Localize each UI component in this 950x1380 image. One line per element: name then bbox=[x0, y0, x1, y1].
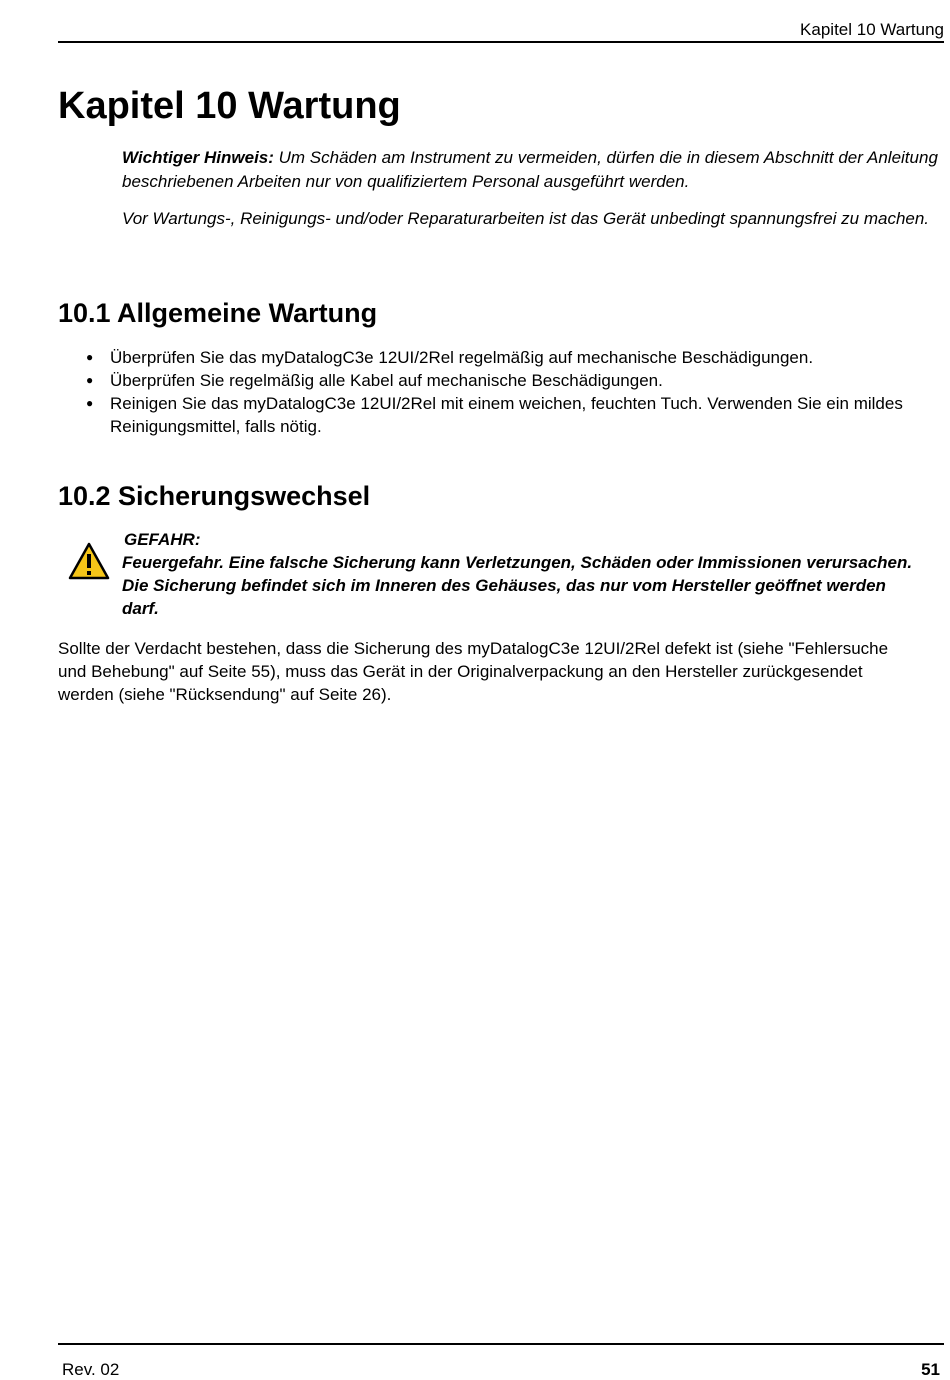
list-item-text: Überprüfen Sie das myDatalogC3e 12UI/2Rel regelmäßig auf mechanische Beschädigungen. bbox=[110, 348, 814, 367]
notice-label: Wichtiger Hinweis: bbox=[122, 148, 274, 167]
list-item bbox=[80, 369, 930, 392]
list-item-text: Überprüfen Sie regelmäßig alle Kabel auf mechanische Beschädigungen. bbox=[110, 371, 663, 390]
bullet-icon: ● bbox=[86, 373, 94, 387]
footer-revision: Rev. 02 bbox=[62, 1360, 120, 1379]
section-heading-fuse-replacement: 10.2 Sicherungswechsel bbox=[58, 481, 371, 511]
warning-triangle-icon bbox=[68, 542, 110, 580]
list-item bbox=[80, 346, 930, 369]
bullet-icon: ● bbox=[86, 396, 94, 410]
notice-paragraph bbox=[122, 146, 942, 194]
danger-notice bbox=[122, 528, 922, 620]
bullet-icon: ● bbox=[86, 350, 94, 364]
fuse-paragraph: Sollte der Verdacht bestehen, dass die Sicherung des myDatalogC3e 12UI/2Rel defekt ist (siehe "Fehlersuche und Behebung" auf Seite 55), muss das Gerät in der Originalverpackung an den Hersteller zurückgesendet werden (siehe "Rücksendung" auf Seite 26). bbox=[58, 639, 889, 704]
page-number: 51 bbox=[921, 1360, 940, 1379]
chapter-title: Kapitel 10 Wartung bbox=[58, 85, 401, 127]
notice-second-paragraph: Vor Wartungs-, Reinigungs- und/oder Reparaturarbeiten ist das Gerät unbedingt spannungsfrei zu machen. bbox=[122, 209, 930, 228]
maintenance-list bbox=[80, 346, 930, 438]
header-rule bbox=[58, 41, 944, 43]
notice-text: Um Schäden am Instrument zu vermeiden, dürfen die in diesem Abschnitt der Anleitung beschriebenen Arbeiten nur von qualifiziertem Personal ausgeführt werden. bbox=[122, 148, 938, 191]
list-item bbox=[80, 392, 930, 438]
danger-text: Feuergefahr. Eine falsche Sicherung kann Verletzungen, Schäden oder Immissionen verursachen. Die Sicherung befindet sich im Inneren des Gehäuses, das nur vom Hersteller geöffnet werden darf. bbox=[122, 553, 913, 618]
running-header: Kapitel 10 Wartung bbox=[800, 20, 944, 39]
danger-title: GEFAHR: bbox=[124, 530, 201, 549]
footer-rule bbox=[58, 1343, 944, 1345]
list-item-text: Reinigen Sie das myDatalogC3e 12UI/2Rel mit einem weichen, feuchten Tuch. Verwenden Sie ein mildes Reinigungsmittel, falls nötig. bbox=[110, 394, 903, 436]
section-heading-general-maintenance: 10.1 Allgemeine Wartung bbox=[58, 298, 378, 328]
important-notice bbox=[122, 146, 942, 244]
